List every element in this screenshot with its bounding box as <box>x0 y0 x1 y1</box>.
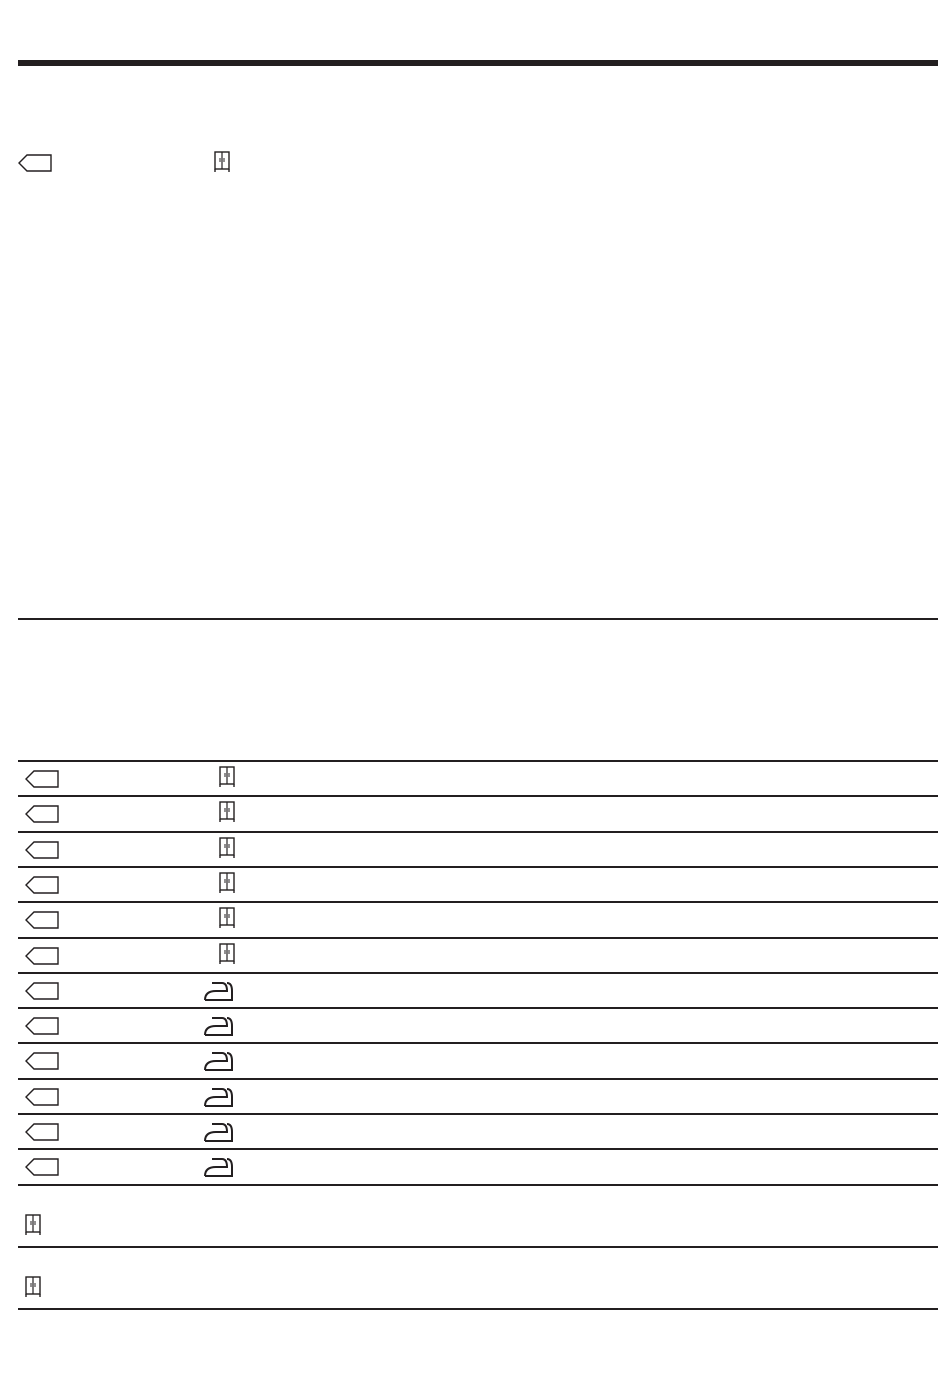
tag-icon <box>25 1123 59 1141</box>
table-row-rule <box>18 1042 938 1044</box>
table-row-rule <box>18 1078 938 1080</box>
table-row-rule <box>18 901 938 903</box>
table-row-rule <box>18 972 938 974</box>
cabinet-icon <box>218 943 238 965</box>
table-row-rule <box>18 1184 938 1186</box>
cabinet-icon <box>218 907 238 929</box>
cabinet-icon <box>218 801 238 823</box>
tag-icon <box>25 770 59 788</box>
tag-icon <box>25 1088 59 1106</box>
cabinet-icon <box>218 837 238 859</box>
cabinet-icon <box>24 1214 44 1236</box>
table-row-rule <box>18 1007 938 1009</box>
iron-icon <box>202 1015 234 1037</box>
tag-icon <box>25 982 59 1000</box>
iron-icon <box>202 1086 234 1108</box>
table-top-rule <box>18 760 938 762</box>
tag-icon <box>25 1017 59 1035</box>
table-footer-rule <box>18 1246 938 1248</box>
tag-icon <box>25 1052 59 1070</box>
iron-icon <box>202 980 234 1002</box>
table-row-rule <box>18 831 938 833</box>
table-row-rule <box>18 1148 938 1150</box>
tag-icon <box>25 805 59 823</box>
table-row-rule <box>18 937 938 939</box>
cabinet-icon <box>218 872 238 894</box>
table-row-rule <box>18 1113 938 1115</box>
table-footer-rule <box>18 1308 938 1310</box>
tag-icon <box>25 947 59 965</box>
iron-icon <box>202 1050 234 1072</box>
tag-icon <box>25 841 59 859</box>
tag-icon <box>25 876 59 894</box>
tag-icon <box>25 1158 59 1176</box>
tag-icon <box>25 911 59 929</box>
table-row-rule <box>18 795 938 797</box>
cabinet-icon <box>218 766 238 788</box>
cabinet-icon <box>24 1276 44 1298</box>
table-row-rule <box>18 866 938 868</box>
iron-icon <box>202 1156 234 1178</box>
iron-icon <box>202 1121 234 1143</box>
